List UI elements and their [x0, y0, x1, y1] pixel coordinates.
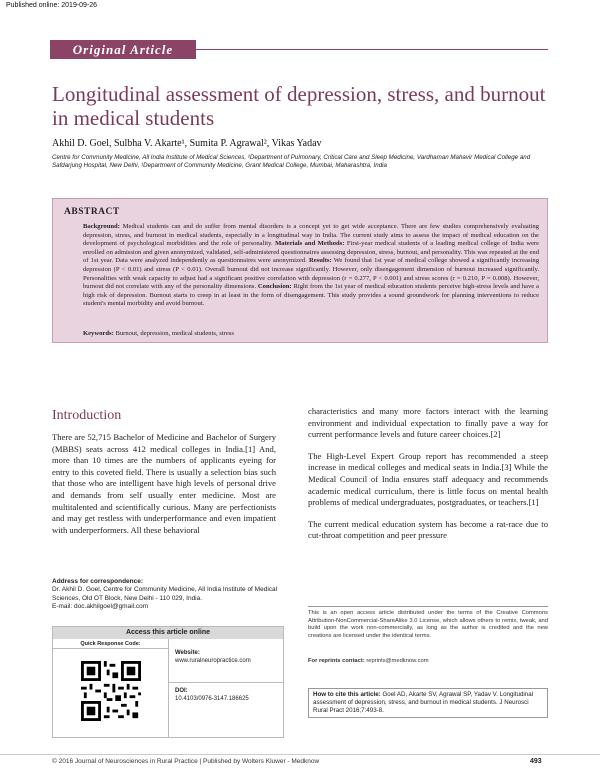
correspondence-email: E-mail: doc.akhilgoel@gmail.com [52, 603, 149, 611]
article-type-badge: Original Article [50, 40, 196, 59]
header-rule [196, 49, 548, 50]
abstract-text [83, 223, 539, 309]
introduction-heading: Introduction [52, 408, 122, 423]
reprints-email[interactable]: reprints@medknow.com [366, 658, 429, 664]
author-list: Akhil D. Goel, Sulbha V. Akarte¹, Sumita P. Agrawal², Vikas Yadav [52, 138, 322, 149]
intro-paragraph: The current medical education system has become a rat-race due to cut-throat competition and peer pressure [308, 518, 548, 541]
conclusion-text: Right from the 1st year of medical education students perceive high-stress levels and have a high risk of depression. Burnout starts to creep in at least in the form of disengagement. This study provides a sound groundwork for planning interventions to reduce student's mental morbidity and avoid burnout. [83, 283, 539, 308]
conclusion-label: Conclusion: [257, 283, 292, 291]
correspondence-label: Address for correspondence: [52, 578, 144, 585]
correspondence-block [52, 578, 282, 612]
abstract-heading: ABSTRACT [64, 207, 120, 217]
published-date: Published online: 2019-09-26 [6, 2, 98, 9]
citation-label: How to cite this article: [313, 691, 381, 698]
reprints-line [308, 658, 548, 664]
introduction-col1: There are 52,715 Bachelor of Medicine and Bachelor of Surgery (MBBS) seats across 412 medical colleges in India.[1] And, more than 10 times are the numbers of applicants eyeing for entry to this coveted field. There is usually a selection bias such that those who are intelligent have high levels of personal drive and demands from self usually enter medicine. Most are multitalented and scientifically curious. Many are perfectionists and may get restless with underperformance and even impatient with underperformers. All these behavioral [52, 432, 276, 535]
divider [308, 606, 548, 607]
qr-label: Quick Response Code: [53, 639, 169, 649]
website-label: Website: [175, 650, 200, 656]
affiliations: Centre for Community Medicine, All India Institute of Medical Sciences, ²Department of Pulmonary, Critical Care and Sleep Medicine, Vardhaman Mahavir Medical College and Safdarjung Hospital, New Delhi, ¹Department of Community Medicine, Grant Medical College, Mumbai, Maharashtra, India [52, 154, 531, 170]
doi-block [175, 687, 281, 703]
introduction-col2 [308, 406, 548, 552]
keywords-label: Keywords: [83, 330, 114, 337]
article-title: Longitudinal assessment of depression, stress, and burnout in medical students [52, 82, 546, 130]
citation-text: Goel AD, Akarte SV, Agrawal SP, Yadav V. Longitudinal assessment of depression, stress, and burnout in medical students. J Neurosci Rural Pract 2016;7:493-8. [313, 691, 534, 714]
footer-text: © 2016 Journal of Neurosciences in Rural Practice | Published by Wolters Kluwer - Medknow [52, 758, 320, 765]
methods-text: First-year medical students of a leading medical college of India were enrolled on admission and given anonymized, validated, self-administered questionnaires assessing depression, stress, burnout, and personality. This was repeated at the end of 1st year. Data were analyzed independently as questionnaires were anonymized. [83, 240, 540, 265]
website-block [175, 649, 281, 665]
license-text: This is an open access article distributed under the terms of the Creative Commons Attribution-NonCommercial-ShareAlike 3.0 License, which allows others to remix, tweak, and build upon the work non-commercially, as long as the author is credited and the new creations are licensed under the identical terms. [308, 610, 548, 639]
doi-value[interactable]: 10.4103/0976-3147.186625 [175, 696, 249, 702]
background-label: Background: [83, 223, 120, 230]
correspondence-address: Dr. Akhil D. Goel, Centre for Community Medicine, All India Institute of Medical Sciences, Old OT Block, New Delhi - 110 029, India. [52, 586, 278, 602]
intro-paragraph: The High-Level Expert Group report has recommended a steep increase in medical colleges and medical seats in India.[3] While the Medical Council of India ensures staff adequacy and recommends academic medical curriculum, there is little focus on mental health problems of medical undergraduates, postgraduates, or teachers.[1] [308, 450, 548, 508]
footer-rule [0, 754, 600, 755]
methods-label: Materials and Methods: [275, 240, 345, 248]
keywords-line [83, 330, 539, 337]
intro-paragraph: characteristics and many more factors interact with the learning environment and individual expectation to finally pave a way for current performance levels and future career choices.[2] [308, 406, 548, 440]
citation-box [308, 688, 548, 718]
doi-label: DOI: [175, 688, 188, 694]
background-text: Medical students can and do suffer from mental disorders is a concept yet to get wide acceptance. There are few studies comprehensively evaluating depression, stress, and burnout in medical students, especially in a longitudinal way in India. The current study aims to assess the impact of medical education on the development of psychological morbidities and the role of personality. [83, 223, 539, 248]
reprints-label: For reprints contact: [308, 658, 365, 664]
qr-code-cell [53, 649, 169, 737]
website-link[interactable]: www.ruralneuropractice.com [175, 658, 251, 664]
access-final-box [52, 626, 284, 738]
divider [169, 682, 283, 683]
access-heading: Access this article online [53, 627, 283, 639]
results-label: Results: [308, 257, 332, 265]
abstract-box [52, 198, 548, 343]
results-text: We found that 1st year of medical college showed a significantly increasing depression (P < 0.01) and stress (P < 0.01). Overall burnout did not increase significantly. However, only disengagement dimension of burnout increased significantly. Personalities with weak capacity to adjust had a significant positive correlation with depression (r = 0.277, P < 0.001) and stress scores (r = 0.210, P = 0.008). However, burnout did not correlate with any of the personality dimensions. [83, 257, 539, 291]
qr-code-icon[interactable] [81, 661, 141, 721]
keywords-text: Burnout, depression, medical students, stress [115, 330, 234, 337]
page-number: 493 [530, 758, 542, 765]
